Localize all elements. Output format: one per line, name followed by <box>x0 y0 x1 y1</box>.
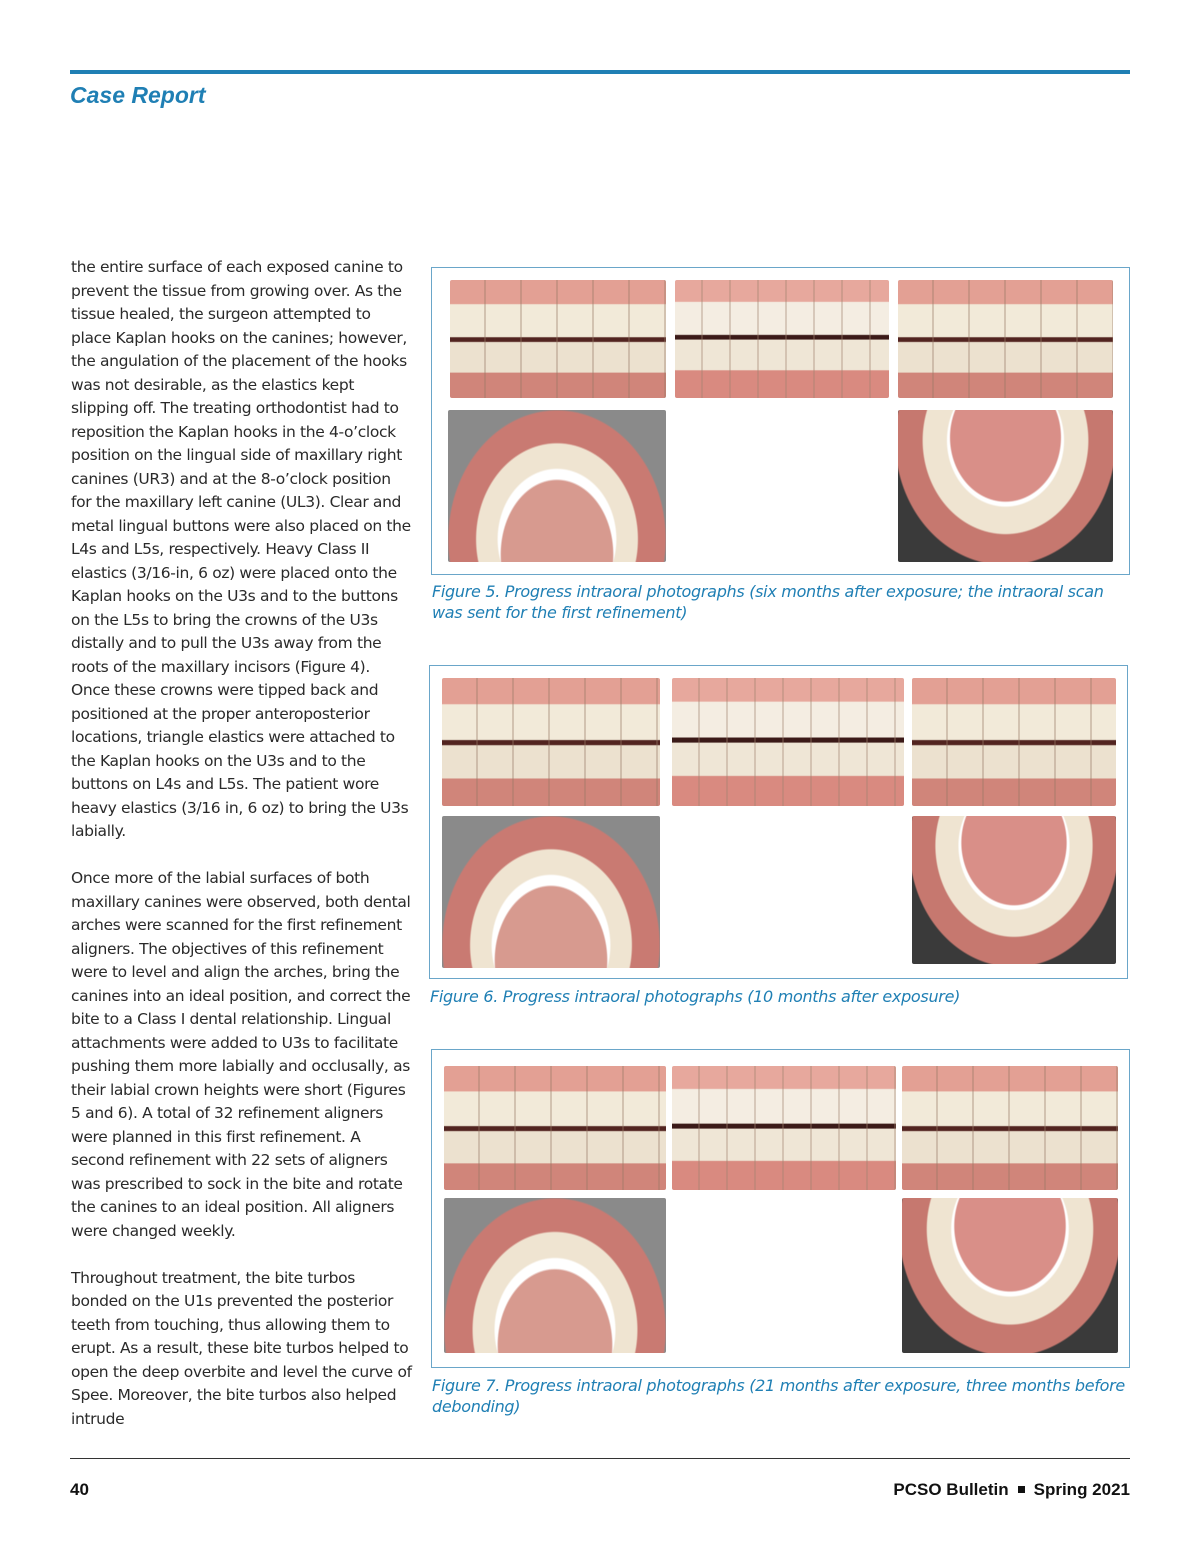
footer-rule <box>70 1458 1130 1459</box>
separator-square-icon <box>1018 1486 1025 1493</box>
figure-6-caption: Figure 6. Progress intraoral photographs (10 months after exposure) <box>430 987 961 1006</box>
photo-upper-occlusal <box>448 410 666 562</box>
page-number: 40 <box>70 1480 89 1499</box>
publication-name: PCSO Bulletin <box>893 1480 1009 1499</box>
figure-5 <box>431 267 1130 575</box>
body-paragraph: the entire surface of each exposed canine to prevent the tissue from growing over. As the tissue healed, the surgeon attempted to place Kaplan hooks on the canines; however, the angulation of the placement of the hooks was not desirable, as the elastics kept slipping off. The treating orthodontist had to reposition the Kaplan hooks in the 4-o’clock position on the lingual side of maxillary right canines (UR3) and at the 8-o’clock position for the maxillary left canine (UL3). Clear and metal lingual buttons were also placed on the L4s and L5s, respectively. Heavy Class II elastics (3/16-in, 6 oz) were placed onto the Kaplan hooks on the U3s and to the buttons on the L5s to bring the crowns of the U3s distally and to pull the U3s away from the roots of the maxillary incisors (Figure 4). Once these crowns were tipped back and positioned at the proper anteroposterior locations, triangle elastics were attached to the Kaplan hooks on the U3s and to the buttons on L4s and L5s. The patient wore heavy elastics (3/16 in, 6 oz) to bring the U3s labially. <box>71 258 411 840</box>
photo-frontal <box>672 1066 896 1190</box>
photo-frontal <box>672 678 904 806</box>
photo-left-buccal <box>912 678 1116 806</box>
figure-5-caption: Figure 5. Progress intraoral photographs (six months after exposure; the intraoral scan was sent for the first refinement) <box>432 582 1104 622</box>
figure-6 <box>429 665 1128 979</box>
issue-date: Spring 2021 <box>1033 1480 1130 1499</box>
body-text-column <box>71 256 413 1455</box>
photo-lower-occlusal <box>912 816 1116 964</box>
photo-lower-occlusal <box>898 410 1113 562</box>
photo-upper-occlusal <box>442 816 660 968</box>
footer-publication-info <box>893 1480 1130 1500</box>
header-rule <box>70 70 1130 74</box>
body-paragraph: Throughout treatment, the bite turbos bonded on the U1s prevented the posterior teeth from touching, thus allowing them to erupt. As a result, these bite turbos helped to open the deep overbite and level the curve of Spee. Moreover, the bite turbos also helped intrude <box>71 1268 412 1428</box>
photo-right-buccal <box>450 280 666 398</box>
photo-left-buccal <box>898 280 1113 398</box>
figure-7 <box>431 1049 1130 1368</box>
photo-right-buccal <box>444 1066 666 1190</box>
body-paragraph: Once more of the labial surfaces of both maxillary canines were observed, both dental arches were scanned for the first refinement aligners. The objectives of this refinement were to level and align the arches, bring the canines into an ideal position, and correct the bite to a Class I dental relationship. Lingual attachments were added to U3s to facilitate pushing them more labially and occlusally, as their labial crown heights were short (Figures 5 and 6). A total of 32 refinement aligners were planned in this first refinement. A second refinement with 22 sets of aligners was prescribed to sock in the bite and rotate the canines to an ideal position. All aligners were changed weekly. <box>71 869 411 1240</box>
section-label: Case Report <box>70 82 206 108</box>
photo-frontal <box>675 280 889 398</box>
photo-upper-occlusal <box>444 1198 666 1353</box>
photo-lower-occlusal <box>902 1198 1118 1353</box>
photo-left-buccal <box>902 1066 1118 1190</box>
figure-7-caption: Figure 7. Progress intraoral photographs (21 months after exposure, three months before debonding) <box>432 1376 1125 1416</box>
photo-right-buccal <box>442 678 660 806</box>
